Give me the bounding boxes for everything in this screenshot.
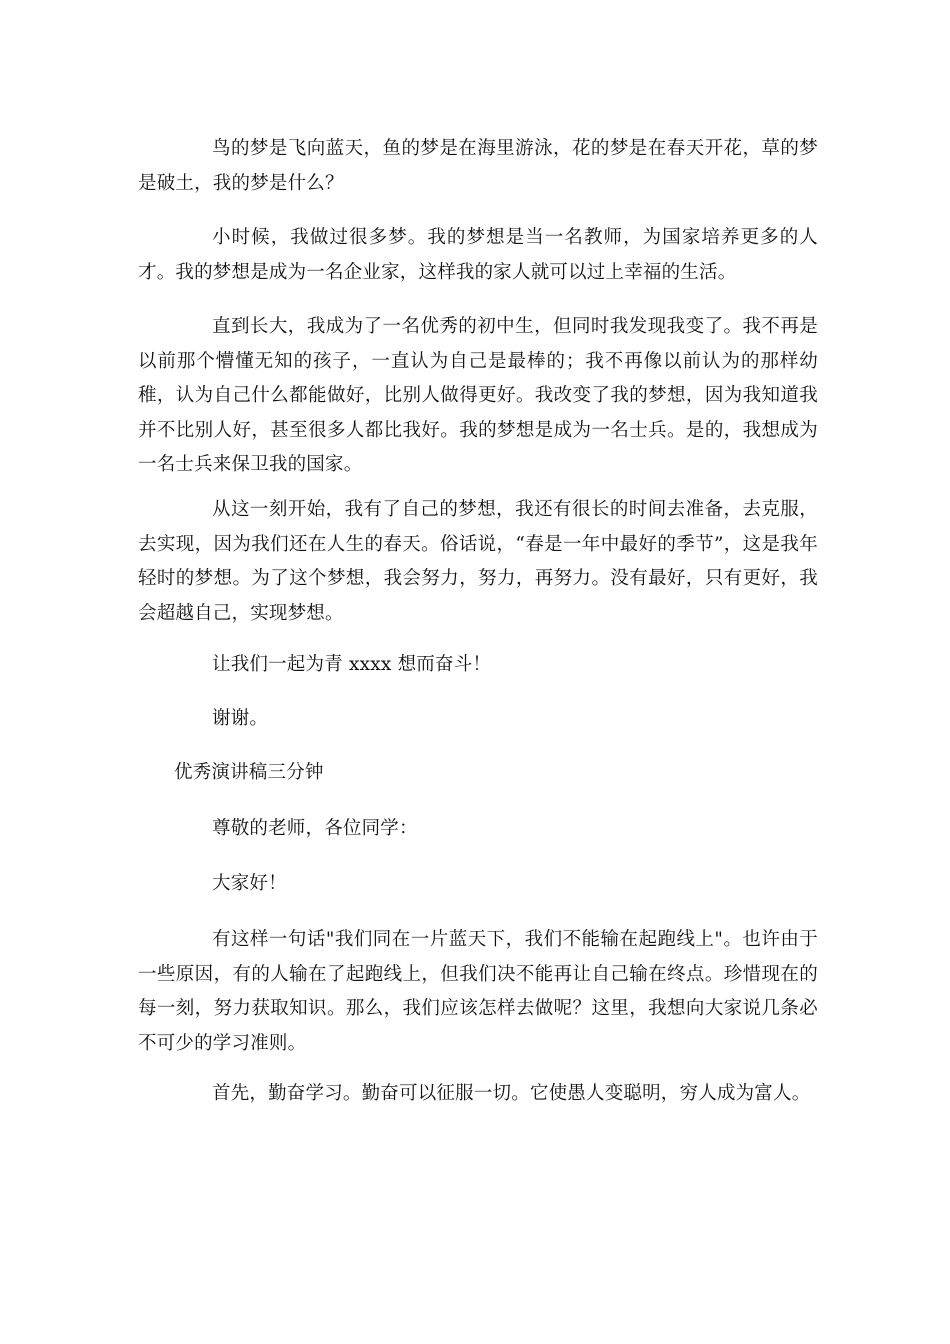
- paragraph-spring-of-life: 从这一刻开始，我有了自己的梦想，我还有很长的时间去准备，去克服，去实现，因为我们还在人生的春天。俗话说，“春是一年中最好的季节”，这是我年轻时的梦想。为了这个梦想，我会努力，努力，再努力。没有最好，只有更好，我会超越自己，实现梦想。: [138, 499, 818, 624]
- paragraph-diligence: 首先，勤奋学习。勤奋可以征服一切。它使愚人变聪明，穷人成为富人。: [212, 1083, 811, 1104]
- paragraph-call-to-action: 让我们一起为青 xxxx 想而奋斗！: [212, 654, 492, 675]
- paragraph-bird-dream: 鸟的梦是飞向蓝天，鱼的梦是在海里游泳，花的梦是在春天开花，草的梦是破土，我的梦是什么？: [138, 138, 818, 194]
- paragraph-greeting: 大家好！: [212, 873, 287, 894]
- paragraph-growing-up: 直到长大，我成为了一名优秀的初中生，但同时我发现我变了。我不再是以前那个懵懂无知的孩子，一直认为自己是最棒的；我不再像以前认为的那样幼稚，认为自己什么都能做好，比别人做得更好。我改变了我的梦想，因为我知道我并不比别人好，甚至很多人都比我好。我的梦想是成为一名士兵。是的，我想成为一名士兵来保卫我的国家。: [138, 316, 818, 475]
- paragraph-thanks: 谢谢。: [212, 708, 269, 729]
- paragraph-childhood-dreams: 小时候，我做过很多梦。我的梦想是当一名教师，为国家培养更多的人才。我的梦想是成为一名企业家，这样我的家人就可以过上幸福的生活。: [138, 227, 818, 283]
- section-title: 优秀演讲稿三分钟: [174, 762, 324, 783]
- paragraph-starting-line: 有这样一句话"我们同在一片蓝天下，我们不能输在起跑线上"。也许由于一些原因，有的人输在了起跑线上，但我们决不能再让自己输在终点。珍惜现在的每一刻，努力获取知识。那么，我们应该怎样去做呢？这里，我想向大家说几条必不可少的学习准则。: [138, 929, 818, 1054]
- paragraph-salutation: 尊敬的老师，各位同学：: [212, 818, 418, 839]
